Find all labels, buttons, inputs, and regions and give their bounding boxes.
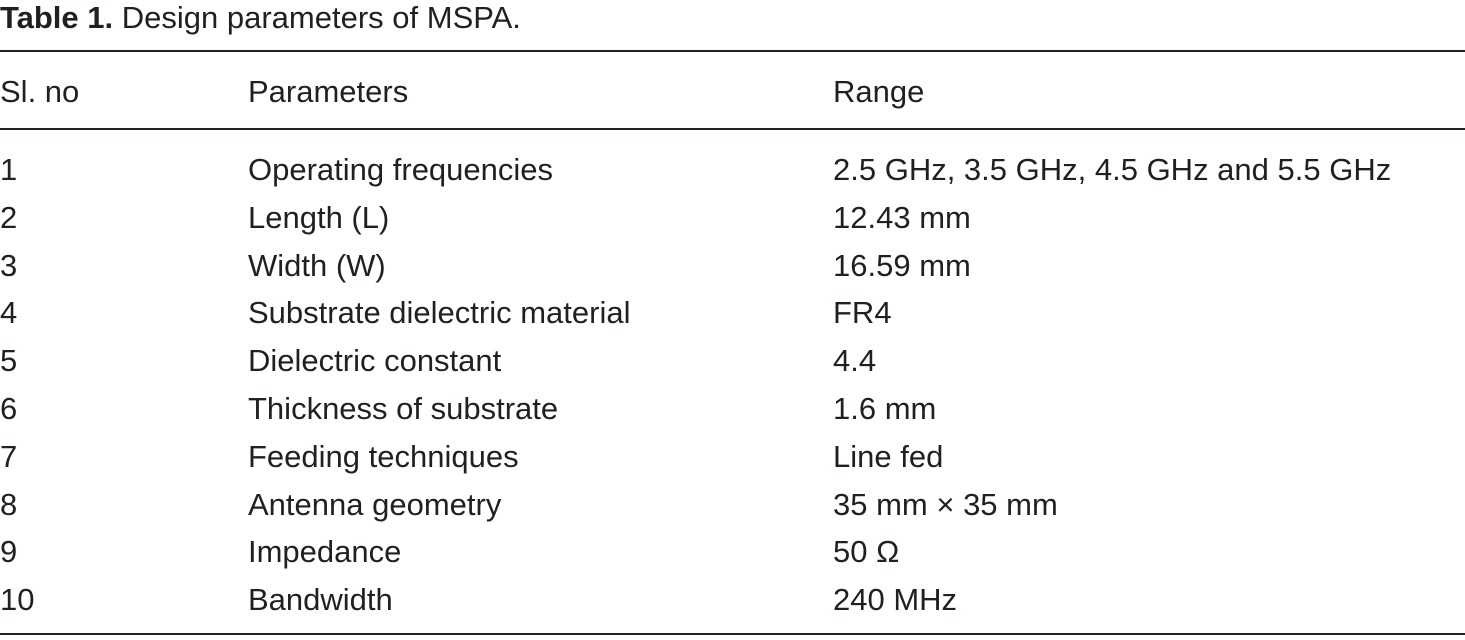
table-row	[0, 385, 1465, 433]
parameter-cell: Feeding techniques	[248, 438, 519, 474]
table-header-rule	[0, 128, 1465, 130]
row-number-cell: 7	[0, 438, 18, 474]
parameter-cell: Thickness of substrate	[248, 390, 559, 426]
table-caption-text: Design parameters of MSPA.	[121, 0, 521, 35]
row-number-cell: 2	[0, 199, 18, 235]
parameter-cell: Bandwidth	[248, 582, 393, 618]
parameter-cell: Dielectric constant	[248, 343, 502, 379]
column-header-range: Range	[833, 74, 925, 109]
table-row	[0, 289, 1465, 337]
range-cell: 4.4	[833, 343, 877, 379]
table-body	[0, 146, 1465, 624]
table-top-rule	[0, 50, 1465, 52]
table-row	[0, 146, 1465, 194]
column-header-parameters: Parameters	[248, 74, 409, 109]
range-cell: 35 mm × 35 mm	[833, 486, 1058, 522]
range-cell: 12.43 mm	[833, 199, 971, 235]
table-row	[0, 242, 1465, 290]
range-cell: Line fed	[833, 438, 944, 474]
table-row	[0, 337, 1465, 385]
parameter-cell: Antenna geometry	[248, 486, 502, 522]
row-number-cell: 4	[0, 295, 18, 331]
parameter-cell: Impedance	[248, 534, 402, 570]
row-number-cell: 8	[0, 486, 18, 522]
row-number-cell: 1	[0, 152, 18, 187]
column-header-sl-no: Sl. no	[0, 74, 80, 109]
parameter-cell: Width (W)	[248, 247, 386, 283]
range-cell: 2.5 GHz, 3.5 GHz, 4.5 GHz and 5.5 GHz	[833, 152, 1392, 187]
range-cell: 1.6 mm	[833, 390, 937, 426]
row-number-cell: 3	[0, 247, 18, 283]
table-row	[0, 194, 1465, 242]
table-row	[0, 576, 1465, 624]
parameter-cell: Length (L)	[248, 199, 390, 235]
table-row	[0, 528, 1465, 576]
row-number-cell: 9	[0, 534, 18, 570]
row-number-cell: 10	[0, 582, 35, 618]
row-number-cell: 5	[0, 343, 18, 379]
row-number-cell: 6	[0, 390, 18, 426]
parameter-cell: Operating frequencies	[248, 152, 554, 187]
range-cell: 50 Ω	[833, 534, 900, 570]
parameter-cell: Substrate dielectric material	[248, 295, 631, 331]
table-caption-label: Table 1.	[0, 0, 114, 35]
range-cell: 16.59 mm	[833, 247, 971, 283]
range-cell: FR4	[833, 295, 892, 331]
table-row	[0, 433, 1465, 481]
table-row	[0, 481, 1465, 529]
table-header-row	[0, 70, 1465, 114]
range-cell: 240 MHz	[833, 582, 958, 618]
table-bottom-rule	[0, 633, 1465, 635]
table-caption	[0, 0, 521, 40]
